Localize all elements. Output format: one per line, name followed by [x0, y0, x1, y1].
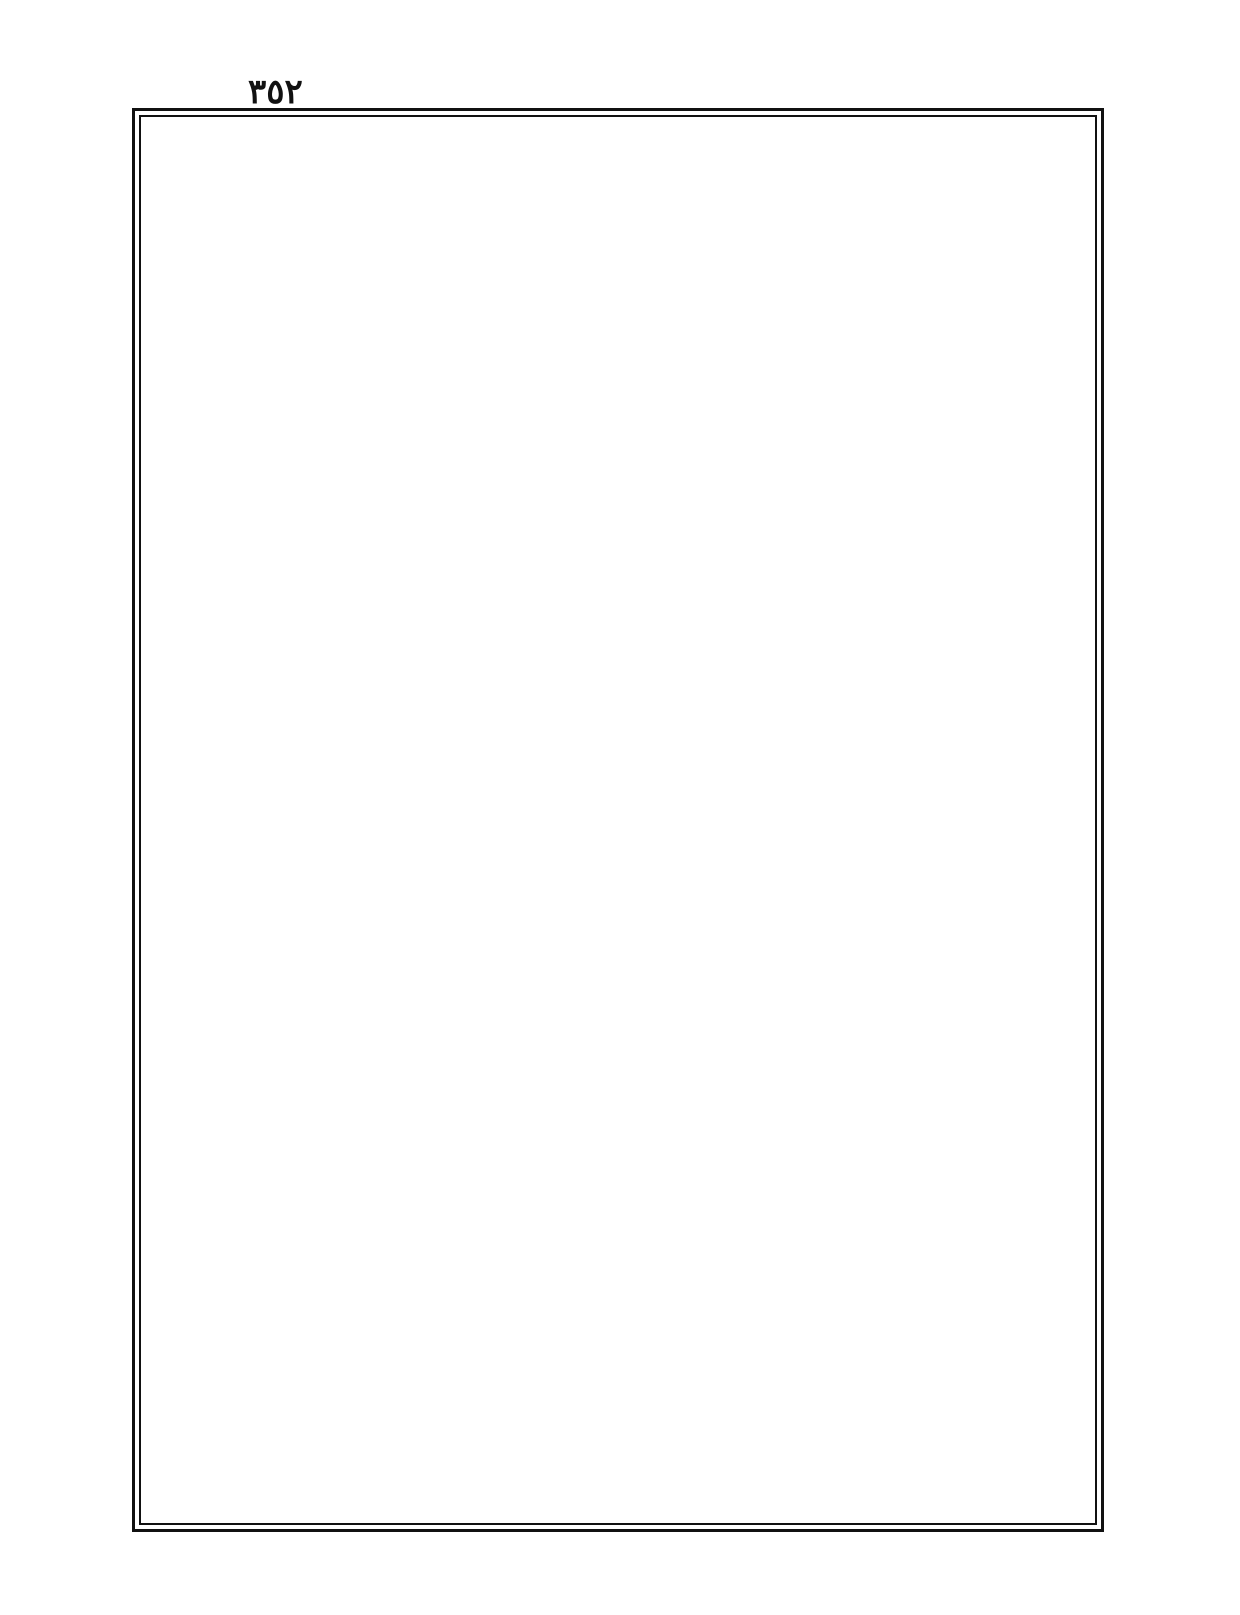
- text-line: [150, 756, 1088, 795]
- text-line: [150, 564, 1088, 603]
- text-line: [150, 179, 1088, 218]
- text-line: [150, 641, 1088, 680]
- text-line: [150, 256, 1088, 295]
- text-line: [150, 1141, 1088, 1180]
- text-line: [150, 448, 1088, 487]
- text-line: [150, 1218, 1088, 1257]
- text-line: [150, 1180, 1088, 1219]
- text-line: [150, 140, 1088, 179]
- text-line: [150, 833, 1088, 872]
- text-line: [150, 910, 1088, 949]
- text-line: [150, 487, 1088, 526]
- text-line: [150, 371, 1088, 410]
- text-line: [150, 1064, 1088, 1103]
- text-line: [150, 1026, 1088, 1065]
- text-line: [150, 872, 1088, 911]
- text-line: [150, 1449, 1088, 1488]
- main-text-block: [150, 140, 1088, 1520]
- text-line: [150, 602, 1088, 641]
- text-line: [150, 987, 1088, 1026]
- text-line: [150, 294, 1088, 333]
- text-line: [150, 1295, 1088, 1334]
- text-line: [150, 217, 1088, 256]
- text-line: [150, 949, 1088, 988]
- text-line: [150, 1257, 1088, 1296]
- text-line: [150, 1411, 1088, 1450]
- text-line: [150, 333, 1088, 372]
- text-line: [150, 525, 1088, 564]
- text-line: [150, 1103, 1088, 1142]
- text-line: [150, 1334, 1088, 1373]
- text-line: [150, 1372, 1088, 1411]
- text-line: [150, 410, 1088, 449]
- text-line: [150, 718, 1088, 757]
- text-line: [150, 795, 1088, 834]
- text-line: [150, 679, 1088, 718]
- page-number: ٣٥٢: [248, 72, 303, 112]
